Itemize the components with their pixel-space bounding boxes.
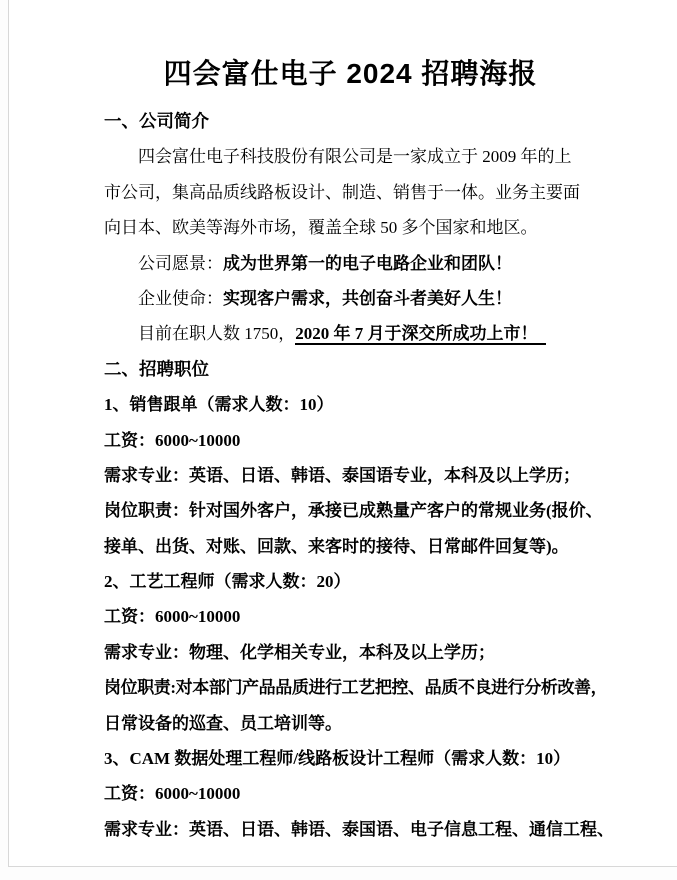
job2-duty-line-1: 岗位职责:对本部门产品品质进行工艺把控、品质不良进行分析改善， [104, 678, 608, 698]
job2-title: 2、工艺工程师（需求人数：20） [104, 572, 351, 592]
section2-heading: 二、招聘职位 [104, 358, 209, 379]
mission-line [104, 281, 597, 316]
job1-salary: 工资：6000~10000 [104, 430, 241, 450]
vision-value: 成为世界第一的电子电路企业和团队！ [223, 253, 512, 273]
job3-major: 需求专业：英语、日语、韩语、泰国语、电子信息工程、通信工程、 [104, 819, 614, 839]
job1-major: 需求专业：英语、日语、韩语、泰国语专业，本科及以上学历； [104, 465, 580, 485]
job3-salary: 工资：6000~10000 [104, 784, 241, 804]
intro-line-1: 四会富仕电子科技股份有限公司是一家成立于 2009 年的上 [138, 147, 572, 167]
staff-highlight: 2020 年 7 月于深交所成功上市！ [295, 324, 545, 345]
job3-title: 3、CAM 数据处理工程师/线路板设计工程师（需求人数：10） [104, 749, 571, 769]
mission-value: 实现客户需求，共创奋斗者美好人生！ [223, 288, 512, 308]
job2-salary: 工资：6000~10000 [104, 607, 241, 627]
job1-title: 1、销售跟单（需求人数：10） [104, 395, 334, 415]
section1-heading: 一、公司简介 [104, 111, 209, 131]
job1-duty-line-1: 岗位职责：针对国外客户，承接已成熟量产客户的常规业务(报价、 [104, 501, 603, 521]
vision-label: 公司愿景： [138, 253, 223, 273]
staff-prefix: 目前在职人数 1750， [138, 324, 296, 344]
job1-duty-line-2: 接单、出货、对账、回款、来客时的接待、日常邮件回复等)。 [104, 536, 569, 556]
vision-line [104, 246, 597, 281]
mission-label: 企业使命： [138, 288, 223, 308]
job2-duty-line-2: 日常设备的巡查、员工培训等。 [104, 713, 342, 733]
document-page [8, 0, 677, 867]
doc-title: 四会富仕电子 2024 招聘海报 [163, 58, 538, 89]
page-content [9, 0, 677, 847]
staff-line [104, 316, 597, 351]
job2-major: 需求专业：物理、化学相关专业，本科及以上学历； [104, 642, 495, 662]
intro-line-2: 市公司，集高品质线路板设计、制造、销售于一体。业务主要面 [104, 182, 580, 202]
intro-line-3: 向日本、欧美等海外市场，覆盖全球 50 多个国家和地区。 [104, 218, 538, 238]
